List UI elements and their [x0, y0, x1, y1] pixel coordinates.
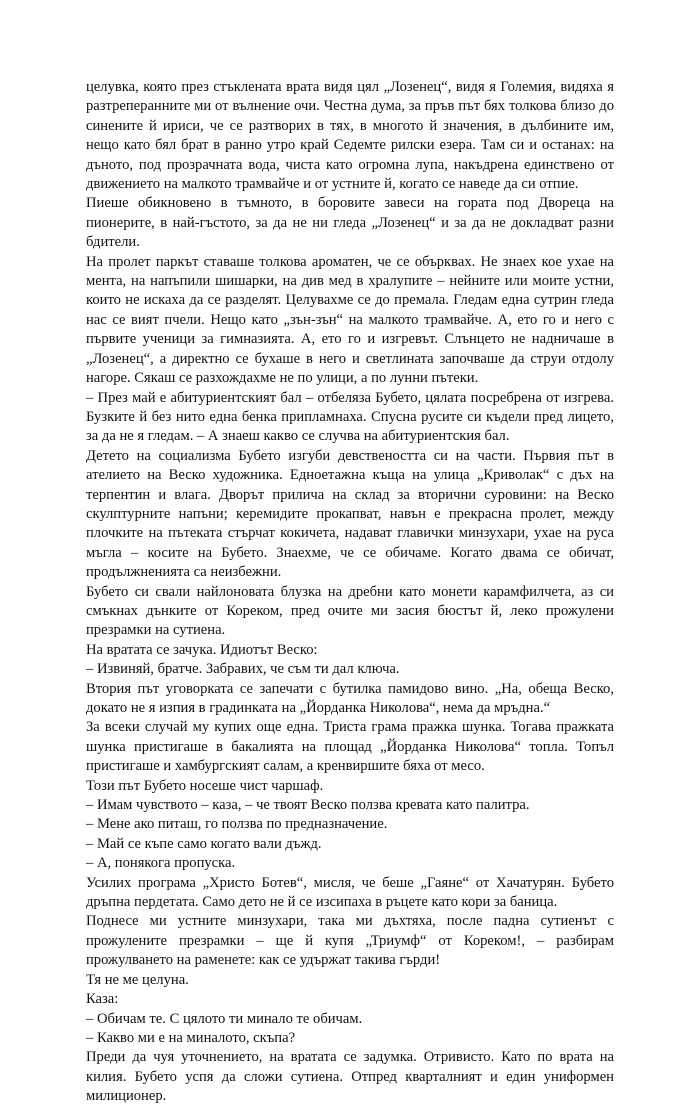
paragraph-4: – През май е абитуриентският бал – отбеляза Бубето, цялата посребрена от изгрева. Бузките й без нито една бенка припламнаха. Спусна русите си къдели пред лицето, за да не я гледам. – А знаеш какво се случва на абитуриентския бал.: [86, 389, 614, 445]
paragraph-8: – Извиняй, братче. Забравих, че съм ти дал ключа.: [86, 661, 400, 678]
paragraph-18: Тя не ме целуна.: [86, 971, 189, 988]
paragraph-5: Детето на социализма Бубето изгуби девствеността си на части. Първия път в ателието на Веско художника. Едноетажна къща на улица „Криволак“ с дъх на терпентин и влага. Дворът прилича на склад за вторични суровини: на Веско скулптурните напъни; керемидите прокапват, навън е прекрасна пролет, между плочките на пътеката стърчат кокичета, надават главички минзухари, ухае на руса мъгла – косите на Бубето. Знаехме, че се обичаме. Когато двама се обичат, продължненията са неизбежни.: [86, 447, 614, 581]
document-page: [86, 78, 614, 1107]
paragraph-15: – А, понякога пропуска.: [86, 855, 236, 872]
paragraph-12: – Имам чувството – каза, – че твоят Веско ползва кревата като палитра.: [86, 797, 530, 814]
paragraph-10: За всеки случай му купих още една. Триста грама пражка шунка. Тогава пражката шунка пристигаше в бакалията на площад „Йорданка Николова“ топла. Топъл пристигаше и хамбургският салам, а кренвиршите бяха от месо.: [86, 719, 614, 775]
paragraph-11: Този път Бубето носеше чист чаршаф.: [86, 777, 324, 794]
paragraph-7: На вратата се зачука. Идиотът Веско:: [86, 641, 318, 658]
paragraph-2: Пиеше обикновено в тъмното, в боровите завеси на гората под Двореца на пионерите, в най-гъстото, за да не ни гледа „Лозенец“ и за да не докладват разни бдители.: [86, 195, 614, 251]
paragraph-6: Бубето си свали найлоновата блузка на дребни като монети карамфилчета, аз си смъкнах дънките от Кореком, пред очите ми засия бюстът й, леко прожулени презрамки на сутиена.: [86, 583, 614, 639]
paragraph-19: Каза:: [86, 991, 119, 1008]
paragraph-9: Втория път уговорката се запечати с бутилка памидово вино. „На, обеща Веско, докато не я изпия в градинката на „Йорданка Николова“, нема да мръдна.“: [86, 680, 614, 716]
paragraph-16: Усилих програма „Христо Ботев“, мисля, че беше „Гаяне“ от Хачатурян. Бубето дръпна пердетата. Само дето не й се изсипаха в ръцете като кори за баница.: [86, 874, 614, 911]
paragraph-14: – Май се къпе само когато вали дъжд.: [86, 835, 322, 852]
paragraph-3: На пролет паркът ставаше толкова ароматен, че се обърквах. Не знаех кое ухае на мента, на напъпили шишарки, на див мед в хралупите – нейните или моите устни, които не искаха да се разделят. Целувахме се до премала. Гледам една сутрин гледа нас се вият пчели. Нещо като „зън-зън“ на малкото трамвайче. А, ето го и него с първите ученици за гимназията. А, ето го и изгревът. Слънцето не надничаше в „Лозенец“, а директно се бухаше в него и светлината започваше да струи отдолу нагоре. Сякаш се разхождахме не по улици, а по лунни пътеки.: [86, 253, 614, 387]
paragraph-20: – Обичам те. С цялото ти минало те обичам.: [86, 1010, 363, 1027]
paragraph-21: – Какво ми е на миналото, скъпа?: [86, 1029, 296, 1046]
paragraph-17: Поднесе ми устните минзухари, така ми дъхтяха, после падна сутиенът с прожулените презрамки – ще й купя „Триумф“ от Кореком!, – разбирам прожулването на раменете: как се удържат такива гърди!: [86, 913, 614, 969]
paragraph-1: целувка, която през стъклената врата видя цял „Лозенец“, видя я Големия, видяха я разтреперанните ми от вълнение очи. Честна дума, за пръв път бях толкова близо до синените й ириси, че се разтворих в тях, в многото й значения, в дълбините им, нещо като бял брат в ранно утро край Седемте рилски езера. Там си и останах: на дъното, под прозрачната вода, чиста като огромна лупа, накъдрена единствено от движението на малкото трамвайче и от устните й, когато се наведе да си отпие.: [86, 79, 614, 193]
paragraph-22: Преди да чуя уточнението, на вратата се задумка. Отривисто. Като по врата на килия. Бубето успя да сложи сутиена. Отпред кварталният и един униформен милиционер.: [86, 1049, 614, 1105]
paragraph-13: – Мене ако питаш, го ползва по предназначение.: [86, 816, 388, 833]
